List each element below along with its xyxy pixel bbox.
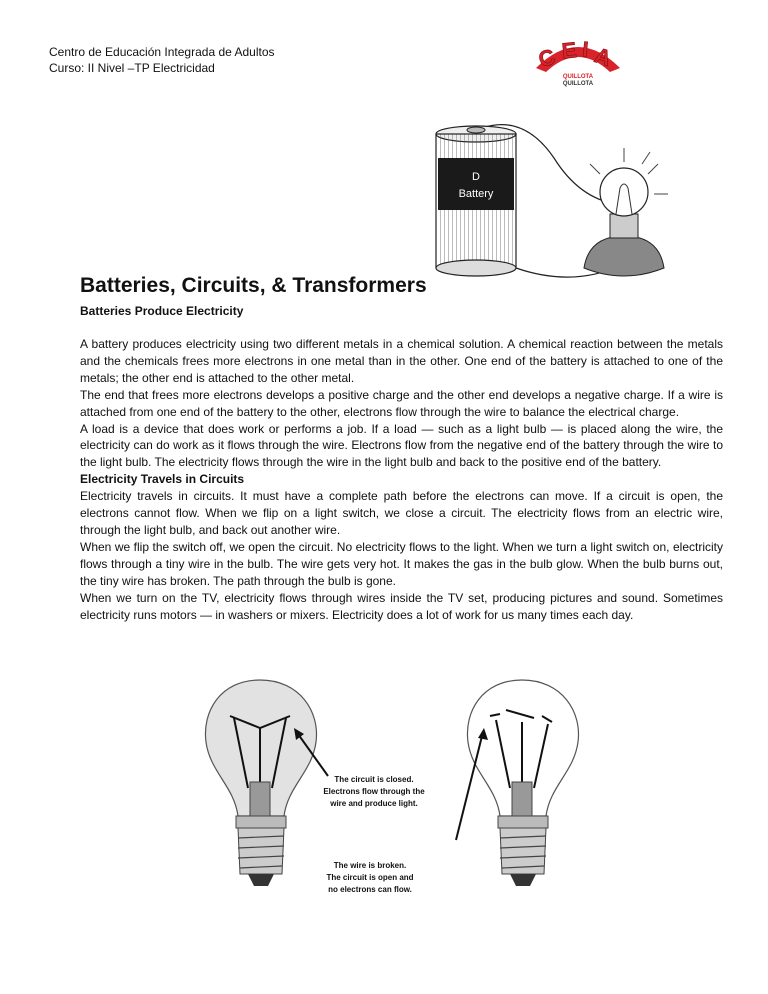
course-name: Curso: II Nivel –TP Electricidad <box>49 61 215 75</box>
svg-text:C: C <box>535 43 559 73</box>
article-body <box>80 336 723 623</box>
bulbs-comparison-illustration <box>200 676 600 906</box>
logo-city: QUILLOTA <box>562 74 594 80</box>
paragraph: When we flip the switch off, we open the circuit. No electricity flows to the light. When we turn a light switch on, electricity flows through a tiny wire in the bulb. The wire gets very hot. It makes the gas in the bulb glow. When the bulb burns out, the tiny wire has broken. The path through the bulb is gone. <box>80 539 723 588</box>
battery-bulb-illustration <box>424 118 694 288</box>
svg-text:wire and produce light.: wire and produce light. <box>330 799 418 808</box>
ceia-logo <box>528 34 628 90</box>
svg-text:E: E <box>560 37 578 64</box>
caption-closed-circuit <box>323 775 425 808</box>
page-title: Batteries, Circuits, & Transformers <box>80 274 427 297</box>
caption-broken-wire <box>326 861 413 894</box>
small-light-bulb <box>584 148 668 276</box>
svg-text:The circuit is closed.: The circuit is closed. <box>334 775 414 784</box>
section-heading-batteries: Batteries Produce Electricity <box>80 304 244 318</box>
logo-letters <box>535 37 614 73</box>
lit-bulb <box>205 680 316 886</box>
svg-text:The circuit is open and: The circuit is open and <box>326 873 414 882</box>
svg-text:I: I <box>580 36 590 63</box>
svg-text:The wire is broken.: The wire is broken. <box>333 861 407 870</box>
paragraph: Electricity travels in circuits. It must have a complete path before the electrons can move. If a circuit is open, the electrons cannot flow. When we flip on a light switch, we close a circuit. The electricity flows from an electric wire, through the light bulb, and back out another wire. <box>80 489 723 537</box>
battery-label-battery: Battery <box>458 188 494 200</box>
paragraph: A load is a device that does work or performs a job. If a load — such as a light bulb — is placed along the wire, the electricity can do work as it flows through the wire. Electrons flow from the negative end of the battery through the wire to the light bulb. The electricity flows through the wire in the light bulb and back to the positive end of the battery. <box>80 421 723 470</box>
section-heading-circuits: Electricity Travels in Circuits <box>80 472 245 487</box>
battery-label-d: D <box>472 171 480 183</box>
document-header <box>49 44 275 76</box>
paragraph: A battery produces electricity using two different metals in a chemical solution. A chemical reaction between the metals and the chemicals frees more electrons in one metal than in the other. One end of the battery is attached to one of the metals; the other end is attached to the other metal. <box>80 337 723 385</box>
broken-bulb <box>467 680 578 886</box>
svg-text:A: A <box>591 42 615 71</box>
d-battery <box>436 126 516 276</box>
svg-text:Electrons flow through the: Electrons flow through the <box>323 787 425 796</box>
svg-text:no electrons can flow.: no electrons can flow. <box>328 885 412 894</box>
paragraph: When we turn on the TV, electricity flows through wires inside the TV set, producing pictures and sound. Sometimes electricity runs motors — in washers or mixers. Electricity does a lot of work for us many times each day. <box>80 590 723 622</box>
institution-name: Centro de Educación Integrada de Adultos <box>49 45 275 59</box>
paragraph: The end that frees more electrons develops a positive charge and the other end develops a negative charge. If a wire is attached from one end of the battery to the other, electrons flow through the wire to balance the electrical charge. <box>80 387 723 419</box>
logo-city-shadow: QUILLOTA <box>562 81 594 87</box>
